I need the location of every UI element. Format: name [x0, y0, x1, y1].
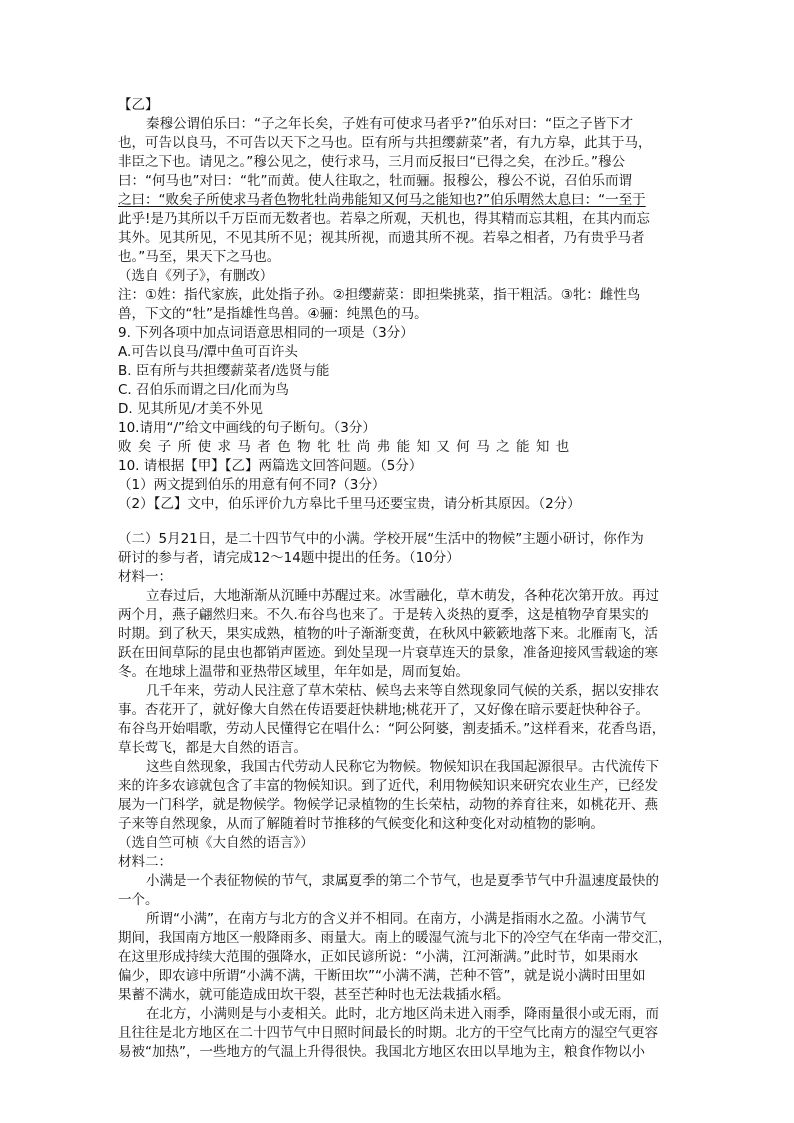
- passage-line-underlined: 之曰：“败矣子所使求马者色物牝牡尚弗能知又何马之能知也?”伯乐喟然太息曰：“一至于: [118, 192, 646, 208]
- material-line: 易被“加热”，一些地方的气温上升得很快。我国北方地区农田以旱地为主，粮食作物以小: [118, 1044, 645, 1060]
- passage-line: 其外。见其所见，不见其所不见；视其所视，而遗其所不视。若皋之相者，乃有贵乎马者: [118, 230, 645, 246]
- material-line: 在北方，小满则是与小麦相关。此时，北方地区尚未进入雨季，降雨量很小或无雨，而: [146, 1006, 659, 1022]
- passage-line: 此乎!是乃其所以千万臣而无数者也。若皋之所观，天机也，得其精而忘其粗，在其内而忘: [118, 211, 650, 227]
- material-line: 且往往是北方地区在二十四节气中日照时间最长的时期。北方的干空气比南方的湿空气更容: [118, 1025, 658, 1041]
- passage-line: 曰：“何马也”对曰：“牝”而黄。使人往取之，牡而骊。报穆公，穆公不说，召伯乐而谓: [118, 173, 632, 189]
- part2-intro: 研讨的参与者，请完成12～14题中提出的任务。（10分）: [118, 550, 460, 566]
- material-line: 冬。在地球上温带和亚热带区域里，年年如是，周而复始。: [118, 664, 469, 680]
- material-line: 来的许多农谚就包含了丰富的物候知识。到了近代，利用物候知识来研究农业生产，已经发: [118, 778, 658, 794]
- material-line: 期间，我国南方地区一般降雨多、雨量大。南上的暖湿气流与北下的冷空气在华南一带交汇，: [118, 930, 672, 946]
- part2-intro: （二）5月21日，是二十四节气中的小满。学校开展“生活中的物候”主题小研讨，你作为: [118, 531, 644, 547]
- material-line: 所谓“小满”，在南方与北方的含义并不相同。在南方，小满是指雨水之盈。小满节气: [146, 911, 646, 927]
- passage-line: 秦穆公谓伯乐曰：“子之年长矣，子姓有可使求马者乎?”伯乐对曰：“臣之子皆下才: [146, 116, 634, 132]
- passage-line: 也。”马至，果天下之马也。: [118, 249, 281, 265]
- question-part: （1）两文提到伯乐的用意有何不同?（3分）: [118, 477, 386, 493]
- material-line: 两个月，燕子翩然归来。不久.布谷鸟也来了。于是转入炎热的夏季，这是植物孕育果实的: [118, 607, 649, 623]
- passage-source: （选自《列子》，有删改）: [118, 268, 274, 284]
- material-1-source: （选自竺可桢《大自然的语言》）: [118, 835, 314, 851]
- material-line: 偏少，即农谚中所谓“小满不满，干断田坎”“小满不满，芒种不管”，就是说小满时田里如: [118, 968, 646, 984]
- material-line: 布谷鸟开始唱歌，劳动人民懂得它在唱什么：“阿公阿婆，割麦插禾。”这样看来，花香鸟语，: [118, 721, 666, 737]
- material-line: 事。杏花开了，就好像大自然在传语要赶快耕地;桃花开了，又好像在暗示要赶快种谷子。: [118, 702, 650, 718]
- notes-line: 兽，下文的“牡”是指雄性鸟兽。④骊：纯黑色的马。: [118, 306, 428, 322]
- section-heading-yi: 【乙】: [118, 97, 159, 113]
- question-part: （2）【乙】文中，伯乐评价九方皋比千里马还要宝贵，请分析其原因。（2分）: [118, 496, 581, 512]
- question-9: 9. 下列各项中加点词语意思相同的一项是（3分）: [118, 325, 414, 341]
- option-a: A.可告以良马/潭中鱼可百许头: [118, 344, 298, 360]
- material-2-label: 材料二：: [118, 854, 172, 870]
- material-line: 几千年来，劳动人民注意了草木荣枯、候鸟去来等自然现象同气候的关系，据以安排农: [146, 683, 659, 699]
- option-d: D. 见其所见/才美不外见: [118, 401, 264, 417]
- notes-line: 注：①姓：指代家族，此处指子孙。②担缨薪菜：即担柴挑菜，指干粗活。③牝：雌性鸟: [118, 287, 641, 303]
- passage-line: 非臣之下也。请见之。”穆公见之，使行求马，三月而反报曰“已得之矣，在沙丘。”穆公: [118, 154, 625, 170]
- question-10-punctuation: 10.请用“/”给文中画线的句子断句。（3分）: [118, 420, 376, 436]
- sentence-to-punctuate: 败矣子所使求马者色物牝牡尚弗能知又何马之能知也: [118, 439, 576, 455]
- material-line: 果蓄不满水，就可能造成田坎干裂，甚至芒种时也无法栽插水稻。: [118, 987, 510, 1003]
- option-b: B. 臣有所与共担缨薪菜者/选贤与能: [118, 363, 330, 379]
- material-line: 立春过后，大地渐渐从沉睡中苏醒过来。冰雪融化，草木萌发，各种花次第开放。再过: [146, 588, 659, 604]
- material-line: 草长莺飞，都是大自然的语言。: [118, 740, 307, 756]
- material-line: 在这里形成持续大范围的强降水，正如民谚所说：“小满，江河渐满。”此时节，如果雨水: [118, 949, 639, 965]
- material-line: 这些自然现象，我国古代劳动人民称它为物候。物候知识在我国起源很早。古代流传下: [146, 759, 659, 775]
- option-c: C. 召伯乐而谓之曰/化而为鸟: [118, 382, 290, 398]
- material-1-label: 材料一：: [118, 569, 172, 585]
- passage-line: 也，可告以良马，不可告以天下之马也。臣有所与共担缨薪菜”者，有九方皋，此其于马，: [118, 135, 652, 151]
- material-line: 展为一门科学，就是物候学。物候学记录植物的生长荣枯，动物的养育往来，如桃花开、燕: [118, 797, 658, 813]
- material-line: 跃在田间草际的昆虫也都销声匿迹。到处呈现一片衰草连天的景象，准备迎接风雪载途的寒: [118, 645, 658, 661]
- material-line: 子来等自然现象，从而了解随着时节推移的气候变化和这种变化对动植物的影响。: [118, 816, 604, 832]
- material-line: 一个。: [118, 892, 159, 908]
- question-10-compare: 10. 请根据【甲】【乙】两篇选文回答问题。（5分）: [118, 458, 423, 474]
- material-line: 时期。到了秋天，果实成熟，植物的叶子渐渐变黄，在秋风中簌簌地落下来。北雁南飞，活: [118, 626, 658, 642]
- material-line: 小满是一个表征物候的节气，隶属夏季的第二个节气，也是夏季节气中升温速度最快的: [146, 873, 659, 889]
